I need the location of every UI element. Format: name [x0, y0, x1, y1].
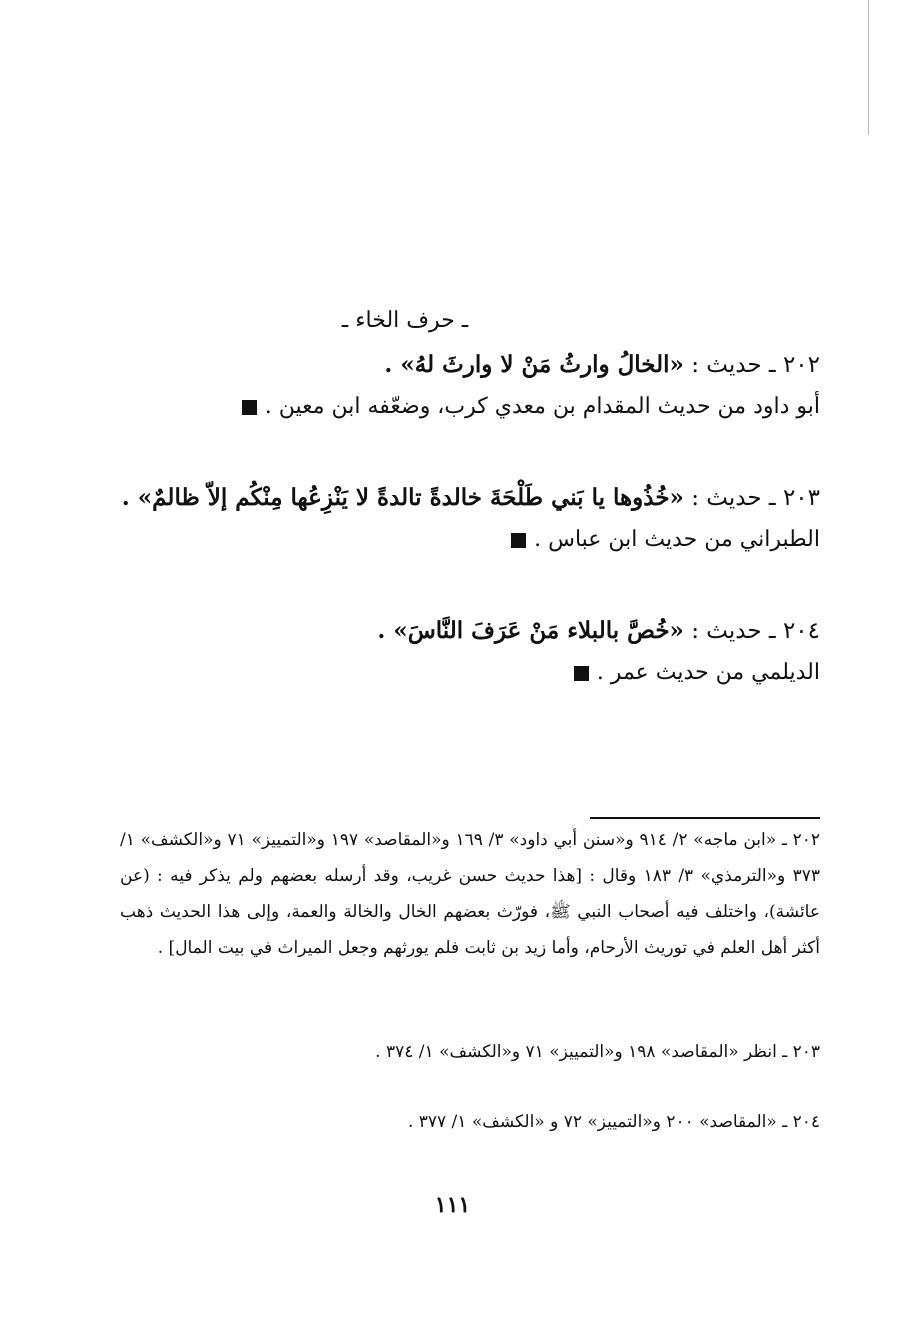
footnote-203: ٢٠٣ ـ انظر «المقاصد» ١٩٨ و«التمييز» ٧١ و«الكشف» ١/ ٣٧٤ .: [375, 1042, 820, 1062]
source-text: أبو داود من حديث المقدام بن معدي كرب، وضعّفه ابن معين .: [264, 394, 820, 419]
hadith-source: [120, 385, 820, 429]
hadith-text: «خُصَّ بالبلاء مَنْ عَرَفَ النَّاسَ» .: [377, 617, 684, 644]
end-square-icon: [242, 400, 257, 415]
footnotes: [120, 822, 821, 1132]
end-square-icon: [511, 533, 526, 548]
end-square-icon: [574, 666, 589, 681]
hadith-entry-204: [120, 611, 820, 695]
hadith-number: ٢٠٣ ـ حديث :: [691, 485, 820, 511]
hadith-number: ٢٠٢ ـ حديث :: [691, 352, 820, 378]
source-text: الطبراني من حديث ابن عباس .: [534, 527, 820, 552]
hadith-source: [120, 518, 820, 562]
page-edge-line: [868, 0, 869, 135]
hadith-line: [120, 345, 820, 385]
hadith-text: «خُذُوها يا بَني طَلْحَةَ خالدةً تالدةً لا يَنْزِعُها مِنْكُم إلاّ ظالمٌ» .: [121, 484, 684, 511]
hadith-entry-202: [120, 345, 820, 429]
page-number: ١١١: [434, 1192, 471, 1218]
chapter-title: ـ حرف الخاء ـ: [341, 308, 469, 333]
source-text: الديلمي من حديث عمر .: [596, 660, 820, 685]
hadith-text: «الخالُ وارثُ مَنْ لا وارثَ لهُ» .: [384, 351, 684, 378]
footnote-202: ٢٠٢ ـ «ابن ماجه» ٢/ ٩١٤ و«سنن أبي داود» ٣/ ١٦٩ و«المقاصد» ١٩٧ و«التمييز» ٧١ و«الكشف» ١/ ٣٧٣ و«الترمذي» ٣/ ١٨٣ وقال : [هذا حديث حسن غريب، وقد أرسله بعضهم ولم يذكر فيه : (عن عائشة)، واختلف فيه أصحاب النبي ﷺ، فورّث بعضهم الخال والخالة والعمة، وإلى هذا الحديث ذهب أكثر أهل العلم في توريث الأرحام، وأما زيد بن ثابت فلم يورثهم وجعل الميراث في بيت المال] .: [120, 830, 821, 958]
footnote-204: ٢٠٤ ـ «المقاصد» ٢٠٠ و«التمييز» ٧٢ و «الكشف» ١/ ٣٧٧ .: [407, 1112, 820, 1132]
hadith-line: [120, 478, 820, 518]
hadith-source: [120, 651, 820, 695]
hadith-entry-203: [120, 478, 820, 562]
footnote-divider: [590, 817, 820, 819]
hadith-number: ٢٠٤ ـ حديث :: [691, 618, 820, 644]
hadith-line: [120, 611, 820, 651]
